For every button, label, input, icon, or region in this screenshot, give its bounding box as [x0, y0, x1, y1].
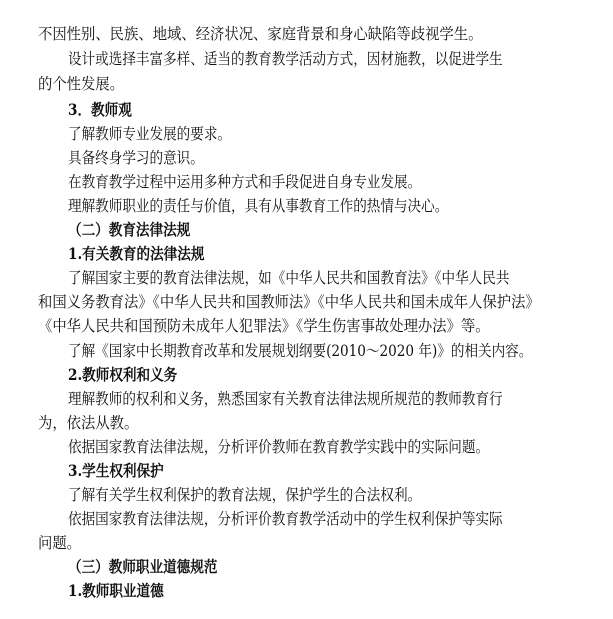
paragraph-line: 了解国家主要的教育法律法规，如《中华人民共和国教育法》《中华人民共 [68, 269, 510, 287]
paragraph-line: 理解教师职业的责任与价值，具有从事教育工作的热情与决心。 [68, 197, 449, 215]
paragraph-line: 的个性发展。 [38, 75, 125, 93]
paragraph-line: 依据国家教育法律法规，分析评价教师在教育教学实践中的实际问题。 [68, 438, 490, 456]
paragraph-line: 理解教师的权利和义务，熟悉国家有关教育法律法规所规范的教师教育行 [68, 390, 503, 408]
paragraph-line: 具备终身学习的意识。 [68, 149, 204, 167]
paragraph-line: 了解有关学生权利保护的教育法规，保护学生的合法权利。 [68, 486, 422, 504]
paragraph-line: 设计或选择丰富多样、适当的教育教学活动方式，因材施教，以促进学生 [68, 50, 503, 68]
section-heading: 3．教师观 [68, 101, 132, 119]
subsection-heading: 3.学生权利保护 [68, 462, 164, 480]
chapter-heading: （三）教师职业道德规范 [68, 558, 218, 576]
paragraph-line: 在教育教学过程中运用多种方式和手段促进自身专业发展。 [68, 173, 422, 191]
paragraph-line: 《中华人民共和国预防未成年人犯罪法》《学生伤害事故处理办法》等。 [38, 317, 490, 335]
subsection-heading: 1.有关教育的法律法规 [68, 245, 205, 263]
paragraph-line: 不因性别、民族、地域、经济状况、家庭背景和身心缺陷等歧视学生。 [38, 25, 483, 43]
subsection-heading: 2.教师权利和义务 [68, 366, 178, 384]
paragraph-line: 依据国家教育法律法规，分析评价教育教学活动中的学生权利保护等实际 [68, 510, 503, 528]
chapter-heading: （二）教育法律法规 [68, 221, 191, 239]
paragraph-line: 问题。 [38, 534, 82, 552]
paragraph-line: 和国义务教育法》《中华人民共和国教师法》《中华人民共和国未成年人保护法》 [38, 293, 540, 311]
paragraph-line: 了解教师专业发展的要求。 [68, 125, 232, 143]
paragraph-line: 为，依法从教。 [38, 414, 139, 432]
paragraph-line: 了解《国家中长期教育改革和发展规划纲要(2010～2020 年)》的相关内容。 [68, 342, 533, 360]
subsection-heading: 1.教师职业道德 [68, 582, 164, 600]
